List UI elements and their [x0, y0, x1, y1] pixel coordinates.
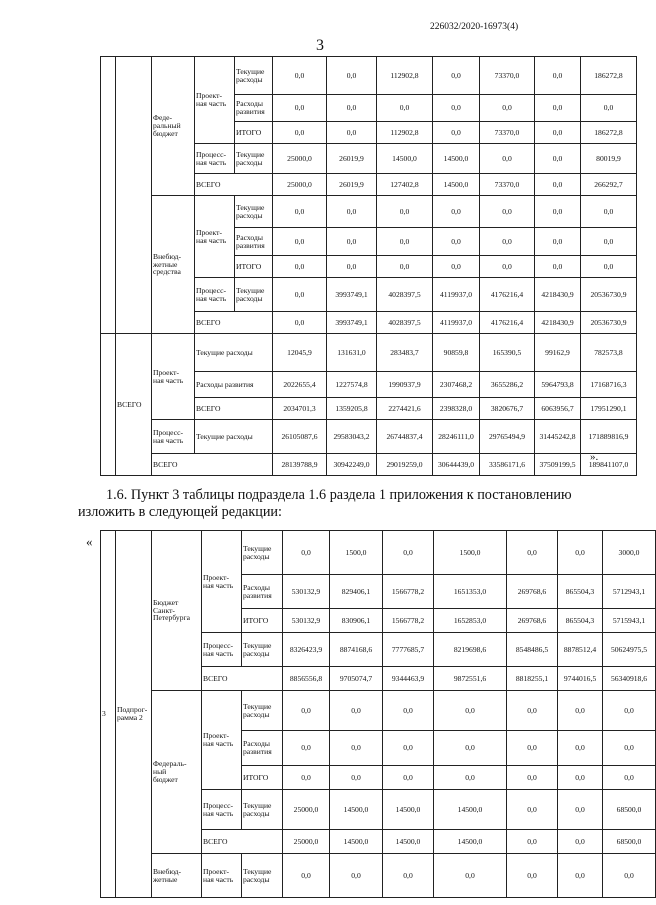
value-cell: 0,0: [581, 256, 637, 278]
value-cell: 25000,0: [283, 830, 330, 854]
table-row: [101, 334, 637, 372]
label-cell: Текущие расходы: [195, 420, 273, 454]
budget-table-new: [100, 530, 656, 898]
value-cell: 3655286,2: [480, 372, 535, 398]
value-cell: 0,0: [558, 830, 603, 854]
value-cell: 28246111,0: [433, 420, 480, 454]
label-cell: Проект- ная часть: [152, 334, 195, 420]
value-cell: 0,0: [558, 531, 603, 575]
value-cell: 283483,7: [377, 334, 433, 372]
value-cell: 0,0: [507, 766, 558, 790]
value-cell: 0,0: [603, 691, 656, 731]
value-cell: 0,0: [535, 196, 581, 228]
value-cell: 186272,8: [581, 57, 637, 95]
paragraph-amendment-line2: изложить в следующей редакции:: [78, 504, 282, 520]
value-cell: 0,0: [535, 174, 581, 196]
value-cell: 3993749,1: [327, 278, 377, 312]
value-cell: 0,0: [283, 531, 330, 575]
value-cell: 5712943,1: [603, 575, 656, 609]
label-cell: Текущие расходы: [242, 531, 283, 575]
value-cell: 2022655,4: [273, 372, 327, 398]
table-row: [101, 454, 637, 476]
value-cell: 20536730,9: [581, 278, 637, 312]
value-cell: 165390,5: [480, 334, 535, 372]
label-cell: ИТОГО: [235, 256, 273, 278]
label-cell: Внебюд- жетные: [152, 854, 202, 898]
value-cell: 0,0: [283, 691, 330, 731]
label-cell: Проект- ная часть: [202, 854, 242, 898]
value-cell: 0,0: [603, 854, 656, 898]
value-cell: 112902,8: [377, 122, 433, 144]
label-cell: Текущие расходы: [195, 334, 273, 372]
value-cell: 0,0: [383, 691, 434, 731]
value-cell: 14500,0: [330, 790, 383, 830]
value-cell: 9344463,9: [383, 667, 434, 691]
value-cell: 0,0: [283, 731, 330, 766]
value-cell: 4028397,5: [377, 312, 433, 334]
value-cell: 171889816,9: [581, 420, 637, 454]
value-cell: 0,0: [581, 196, 637, 228]
value-cell: 1990937,9: [377, 372, 433, 398]
value-cell: 0,0: [383, 766, 434, 790]
value-cell: 0,0: [283, 854, 330, 898]
value-cell: 99162,9: [535, 334, 581, 372]
value-cell: 29765494,9: [480, 420, 535, 454]
value-cell: 0,0: [535, 57, 581, 95]
value-cell: 1359205,8: [327, 398, 377, 420]
value-cell: 0,0: [434, 731, 507, 766]
value-cell: 0,0: [327, 256, 377, 278]
value-cell: 0,0: [273, 95, 327, 122]
value-cell: 0,0: [383, 854, 434, 898]
value-cell: 0,0: [558, 691, 603, 731]
value-cell: 8878512,4: [558, 633, 603, 667]
budget-table-continued: [100, 56, 637, 476]
value-cell: 0,0: [558, 766, 603, 790]
value-cell: 29583043,2: [327, 420, 377, 454]
value-cell: 28139788,9: [273, 454, 327, 476]
value-cell: 12045,9: [273, 334, 327, 372]
value-cell: 33586171,6: [480, 454, 535, 476]
doc-number: 226032/2020-16973(4): [430, 22, 519, 32]
label-cell: Проект- ная часть: [195, 196, 235, 278]
value-cell: 80019,9: [581, 144, 637, 174]
value-cell: 865504,3: [558, 575, 603, 609]
label-cell: Феде- ральный бюджет: [152, 57, 195, 196]
value-cell: 3820676,7: [480, 398, 535, 420]
label-cell: ВСЕГО: [195, 312, 273, 334]
value-cell: 0,0: [283, 766, 330, 790]
value-cell: 4218430,9: [535, 278, 581, 312]
value-cell: 1500,0: [434, 531, 507, 575]
value-cell: 14500,0: [434, 830, 507, 854]
table-row: [101, 57, 637, 95]
value-cell: 26019,9: [327, 174, 377, 196]
value-cell: 127402,8: [377, 174, 433, 196]
value-cell: 7777685,7: [383, 633, 434, 667]
value-cell: 3000,0: [603, 531, 656, 575]
value-cell: 0,0: [434, 854, 507, 898]
value-cell: 0,0: [377, 256, 433, 278]
label-cell: Расходы развития: [235, 95, 273, 122]
value-cell: 90859,8: [433, 334, 480, 372]
value-cell: 56340918,6: [603, 667, 656, 691]
value-cell: 14500,0: [434, 790, 507, 830]
value-cell: 0,0: [434, 691, 507, 731]
value-cell: 0,0: [480, 256, 535, 278]
value-cell: 26105087,6: [273, 420, 327, 454]
value-cell: 0,0: [603, 731, 656, 766]
value-cell: 0,0: [327, 95, 377, 122]
value-cell: 9744016,5: [558, 667, 603, 691]
value-cell: 2034701,3: [273, 398, 327, 420]
value-cell: 0,0: [327, 196, 377, 228]
label-cell: Расходы развития: [195, 372, 273, 398]
value-cell: 73370,0: [480, 122, 535, 144]
table-row: [101, 691, 656, 731]
value-cell: 31445242,8: [535, 420, 581, 454]
label-cell: Текущие расходы: [235, 278, 273, 312]
value-cell: 14500,0: [330, 830, 383, 854]
value-cell: 0,0: [507, 691, 558, 731]
label-cell: ИТОГО: [242, 766, 283, 790]
label-cell: Расходы развития: [242, 731, 283, 766]
label-cell: Подпрог- рамма 2: [116, 531, 152, 898]
value-cell: 1227574,8: [327, 372, 377, 398]
opening-quote: «: [86, 534, 93, 549]
value-cell: 0,0: [327, 228, 377, 256]
value-cell: 0,0: [581, 95, 637, 122]
value-cell: 14500,0: [433, 144, 480, 174]
table-row: [101, 531, 656, 575]
value-cell: 1500,0: [330, 531, 383, 575]
value-cell: 0,0: [603, 766, 656, 790]
value-cell: 0,0: [433, 95, 480, 122]
value-cell: 14500,0: [383, 830, 434, 854]
value-cell: 0,0: [377, 228, 433, 256]
value-cell: 0,0: [480, 196, 535, 228]
table-row: [101, 196, 637, 228]
value-cell: 68500,0: [603, 830, 656, 854]
label-cell: Бюджет Санкт- Петербурга: [152, 531, 202, 691]
value-cell: 25000,0: [273, 144, 327, 174]
value-cell: 0,0: [480, 228, 535, 256]
value-cell: 0,0: [558, 790, 603, 830]
label-cell: Федераль- ный бюджет: [152, 691, 202, 854]
label-cell: 3: [101, 531, 116, 898]
value-cell: 0,0: [330, 691, 383, 731]
label-cell: Текущие расходы: [235, 144, 273, 174]
table-row: [101, 854, 656, 898]
value-cell: 0,0: [507, 531, 558, 575]
value-cell: 2274421,6: [377, 398, 433, 420]
value-cell: 0,0: [434, 766, 507, 790]
value-cell: 0,0: [581, 228, 637, 256]
value-cell: 269768,6: [507, 609, 558, 633]
label-cell: Проект- ная часть: [195, 57, 235, 144]
label-cell: ИТОГО: [242, 609, 283, 633]
label-cell: Текущие расходы: [235, 57, 273, 95]
value-cell: 5715943,1: [603, 609, 656, 633]
value-cell: 14500,0: [433, 174, 480, 196]
value-cell: 0,0: [535, 256, 581, 278]
value-cell: 0,0: [273, 256, 327, 278]
label-cell: ИТОГО: [235, 122, 273, 144]
label-cell: ВСЕГО: [202, 667, 283, 691]
value-cell: 0,0: [535, 122, 581, 144]
label-cell: Процесс- ная часть: [195, 278, 235, 312]
value-cell: 29019259,0: [377, 454, 433, 476]
table-row: [101, 420, 637, 454]
value-cell: 0,0: [273, 228, 327, 256]
value-cell: 4176216,4: [480, 278, 535, 312]
label-cell: ВСЕГО: [195, 398, 273, 420]
paragraph-amendment: 1.6. Пункт 3 таблицы подраздела 1.6 раздела 1 приложения к постановлению: [106, 487, 572, 503]
value-cell: 25000,0: [273, 174, 327, 196]
value-cell: 530132,9: [283, 609, 330, 633]
value-cell: 9872551,6: [434, 667, 507, 691]
value-cell: 5964793,8: [535, 372, 581, 398]
value-cell: 0,0: [507, 830, 558, 854]
label-cell: ВСЕГО: [152, 454, 273, 476]
value-cell: 0,0: [327, 57, 377, 95]
value-cell: 0,0: [377, 95, 433, 122]
label-cell: Проект- ная часть: [202, 691, 242, 790]
value-cell: 0,0: [273, 196, 327, 228]
value-cell: 0,0: [507, 731, 558, 766]
value-cell: 8856556,8: [283, 667, 330, 691]
value-cell: 0,0: [558, 731, 603, 766]
value-cell: 4119937,0: [433, 278, 480, 312]
label-cell: ВСЕГО: [202, 830, 283, 854]
value-cell: 530132,9: [283, 575, 330, 609]
value-cell: 17951290,1: [581, 398, 637, 420]
value-cell: 0,0: [330, 766, 383, 790]
label-cell: Текущие расходы: [242, 691, 283, 731]
label-cell: ВСЕГО: [116, 334, 152, 476]
value-cell: 0,0: [433, 256, 480, 278]
value-cell: 0,0: [383, 731, 434, 766]
label-cell: Процесс- ная часть: [152, 420, 195, 454]
value-cell: 0,0: [535, 95, 581, 122]
value-cell: 0,0: [377, 196, 433, 228]
value-cell: 0,0: [535, 144, 581, 174]
value-cell: 266292,7: [581, 174, 637, 196]
value-cell: 131631,0: [327, 334, 377, 372]
value-cell: 14500,0: [383, 790, 434, 830]
value-cell: 269768,6: [507, 575, 558, 609]
label-cell: Расходы развития: [235, 228, 273, 256]
value-cell: 0,0: [507, 854, 558, 898]
value-cell: 2398328,0: [433, 398, 480, 420]
value-cell: 37509199,5: [535, 454, 581, 476]
label-cell: Текущие расходы: [242, 790, 283, 830]
label-cell: Процесс- ная часть: [202, 790, 242, 830]
value-cell: 0,0: [480, 95, 535, 122]
value-cell: 4028397,5: [377, 278, 433, 312]
value-cell: 50624975,5: [603, 633, 656, 667]
label-cell: Процесс- ная часть: [202, 633, 242, 667]
label-cell: Внебюд- жетные средства: [152, 196, 195, 334]
value-cell: 1566778,2: [383, 575, 434, 609]
value-cell: 829406,1: [330, 575, 383, 609]
value-cell: 2307468,2: [433, 372, 480, 398]
label-cell: Проект- ная часть: [202, 531, 242, 633]
value-cell: 30644439,0: [433, 454, 480, 476]
value-cell: 0,0: [558, 854, 603, 898]
value-cell: 112902,8: [377, 57, 433, 95]
value-cell: 30942249,0: [327, 454, 377, 476]
label-cell: [101, 57, 116, 334]
value-cell: 0,0: [433, 196, 480, 228]
value-cell: 782573,8: [581, 334, 637, 372]
value-cell: 0,0: [273, 312, 327, 334]
closing-quote: ».: [590, 451, 599, 463]
value-cell: 25000,0: [283, 790, 330, 830]
page-number: 3: [316, 37, 324, 54]
value-cell: 830906,1: [330, 609, 383, 633]
value-cell: 0,0: [273, 122, 327, 144]
value-cell: 8219698,6: [434, 633, 507, 667]
label-cell: Расходы развития: [242, 575, 283, 609]
label-cell: [101, 334, 116, 476]
value-cell: 17168716,3: [581, 372, 637, 398]
value-cell: 20536730,9: [581, 312, 637, 334]
value-cell: 865504,3: [558, 609, 603, 633]
value-cell: 8326423,9: [283, 633, 330, 667]
value-cell: 0,0: [327, 122, 377, 144]
value-cell: 1566778,2: [383, 609, 434, 633]
value-cell: 3993749,1: [327, 312, 377, 334]
value-cell: 73370,0: [480, 174, 535, 196]
value-cell: 0,0: [507, 790, 558, 830]
label-cell: [116, 57, 152, 334]
value-cell: 8818255,1: [507, 667, 558, 691]
value-cell: 26744837,4: [377, 420, 433, 454]
value-cell: 0,0: [433, 122, 480, 144]
value-cell: 0,0: [535, 228, 581, 256]
value-cell: 189841107,0: [581, 454, 637, 476]
value-cell: 0,0: [480, 144, 535, 174]
label-cell: Процесс- ная часть: [195, 144, 235, 174]
label-cell: Текущие расходы: [242, 854, 283, 898]
value-cell: 0,0: [433, 228, 480, 256]
value-cell: 6063956,7: [535, 398, 581, 420]
value-cell: 0,0: [330, 731, 383, 766]
value-cell: 73370,0: [480, 57, 535, 95]
value-cell: 68500,0: [603, 790, 656, 830]
value-cell: 0,0: [383, 531, 434, 575]
value-cell: 14500,0: [377, 144, 433, 174]
label-cell: Текущие расходы: [242, 633, 283, 667]
value-cell: 4176216,4: [480, 312, 535, 334]
label-cell: ВСЕГО: [195, 174, 273, 196]
value-cell: 26019,9: [327, 144, 377, 174]
label-cell: Текущие расходы: [235, 196, 273, 228]
value-cell: 0,0: [273, 278, 327, 312]
value-cell: 4119937,0: [433, 312, 480, 334]
value-cell: 4218430,9: [535, 312, 581, 334]
value-cell: 9705074,7: [330, 667, 383, 691]
value-cell: 0,0: [273, 57, 327, 95]
value-cell: 186272,8: [581, 122, 637, 144]
value-cell: 1652853,0: [434, 609, 507, 633]
value-cell: 0,0: [330, 854, 383, 898]
value-cell: 1651353,0: [434, 575, 507, 609]
value-cell: 8548486,5: [507, 633, 558, 667]
value-cell: 0,0: [433, 57, 480, 95]
value-cell: 8874168,6: [330, 633, 383, 667]
